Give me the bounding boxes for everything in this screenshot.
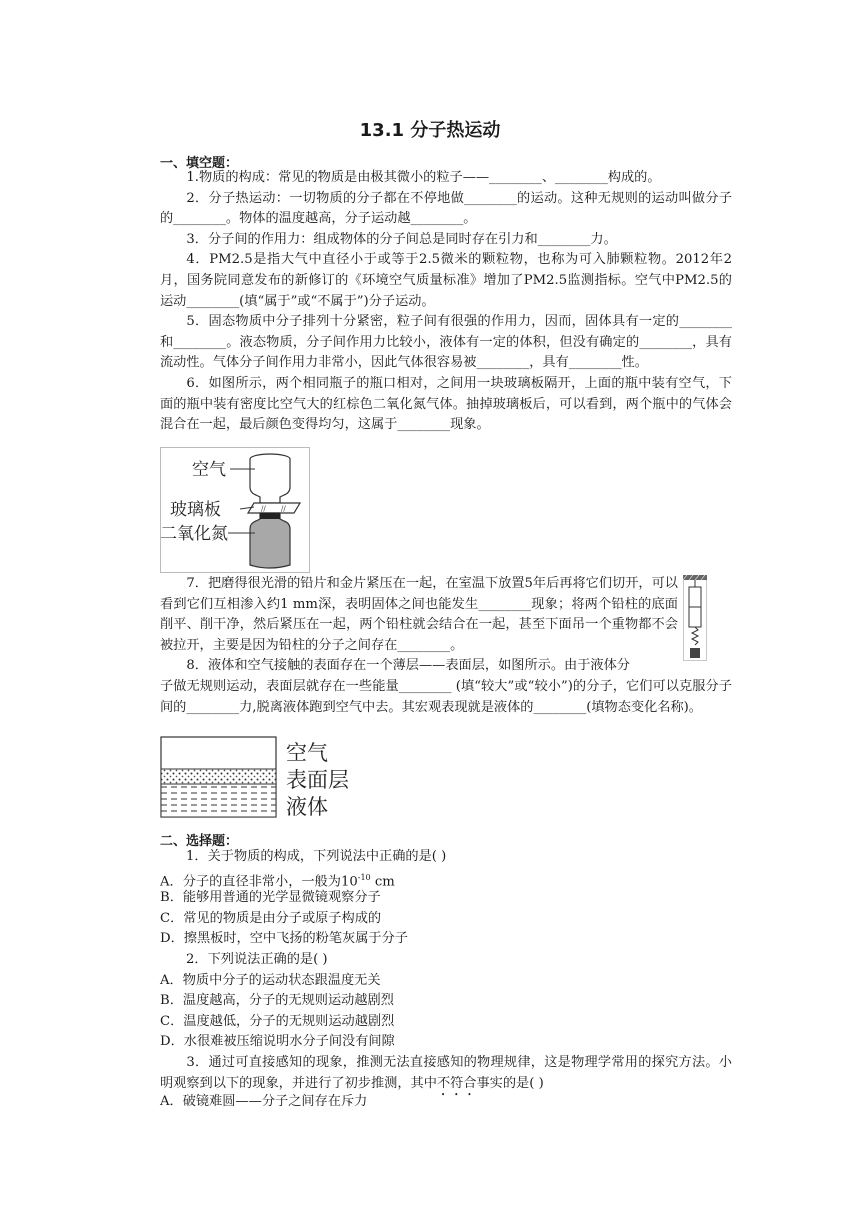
choice-1-option-d: D．擦黑板时，空中飞扬的粉笔灰属于分子 xyxy=(160,931,408,947)
choice-1-option-c: C．常见的物质是由分子或原子构成的 xyxy=(160,910,382,926)
choice-2-option-d: D．水很难被压缩说明水分子间没有间隙 xyxy=(160,1034,395,1050)
question-8-rest: 子做无规则运动，表面层就存在一些能量________ (填“较大”或“较小”)的分子，它们可以克服分子间的________力,脱离液体跑到空气中去。其宏观表现就是液体的________(填物态变化名称)。 xyxy=(160,679,732,715)
choice-3-stem: 3．通过可直接感知的现象，推测无法直接感知的物理规律，这是物理学常用的探究方法。小明观察到以下的现象，并进行了初步推测，其中不符合事实的是( ) xyxy=(160,1055,732,1091)
question-1: 1.物质的构成：常见的物质是由极其微小的粒子——________、________构成的。 xyxy=(186,170,661,185)
question-6: 6．如图所示，两个相同瓶子的瓶口相对，之间用一块玻璃板隔开，上面的瓶中装有空气，下面的瓶中装有密度比空气大的红棕色二氧化氮气体。抽掉玻璃板后，可以看到，两个瓶中的气体会混合在一起，最后颜色变得均匀，这属于________现象。 xyxy=(160,375,732,433)
choice-2-option-a: A．物质中分子的运动状态跟温度无关 xyxy=(160,972,381,988)
question-2: 2．分子热运动：一切物质的分子都在不停地做________的运动。这种无规则的运动叫做分子的________。物体的温度越高，分子运动越________。 xyxy=(160,190,732,227)
choice-questions xyxy=(160,847,446,1053)
fig2-air-label: 空气 xyxy=(286,741,328,765)
lead-cylinders-figure xyxy=(683,575,707,661)
emphasis-not-match: 不符合 xyxy=(436,1075,477,1091)
fig1-glass-label: 玻璃板 xyxy=(170,500,221,520)
choice-1-option-a: A．分子的直径非常小，一般为$10^{-10}$ cm xyxy=(160,872,395,889)
question-4: 4．PM2.5是指大气中直径小于或等于2.5微米的颗粒物，也称为可入肺颗粒物。2012年2月，国务院同意发布的新修订的《环境空气质量标准》增加了PM2.5监测指标。空气中PM2.5的运动________(填“属于”或“不属于”)分子运动。 xyxy=(160,252,732,309)
surface-layer-figure xyxy=(160,736,356,820)
fig1-air-label: 空气 xyxy=(192,460,226,480)
question-7: 7．把磨得很光滑的铅片和金片紧压在一起，在室温下放置5年后再将它们切开，可以看到它们互相渗入约1 mm深，表明固体之间也能发生________现象；将两个铅柱的底面削平、削干净，然后紧压在一起，两个铅柱就会结合在一起，甚至下面吊一个重物都不会被拉开，主要是因为铅柱的分子之间存在________。 xyxy=(160,576,678,653)
fig1-no2-label: 二氧化氮 xyxy=(160,524,228,544)
question-5: 5．固态物质中分子排列十分紧密，粒子间有很强的作用力，因而，固体具有一定的________和________。液态物质，分子间作用力比较小，液体有一定的体积，但没有确定的________，具有流动性。气体分子间作用力非常小，因此气体很容易被________，具有________性。 xyxy=(160,314,732,371)
choice-2-option-b: B．温度越高，分子的无规则运动越剧烈 xyxy=(160,993,394,1009)
question-3: 3．分子间的作用力：组成物体的分子间总是同时存在引力和________力。 xyxy=(186,231,617,247)
choice-3-options xyxy=(160,1092,367,1113)
svg-text://: // xyxy=(261,505,266,513)
choice-3-option-a: A．破镜难圆——分子之间存在斥力 xyxy=(160,1094,368,1109)
question-8-first-line: 8．液体和空气接触的表面存在一个薄层——表面层，如图所示。由于液体分 xyxy=(186,658,630,674)
section-choice-heading: 二、选择题： xyxy=(160,834,239,849)
fill-blank-questions-1-6 xyxy=(160,168,732,436)
choice-2-stem: 2．下列说法正确的是( ) xyxy=(186,951,328,967)
page-title: 13.1 分子热运动 xyxy=(359,120,501,141)
choice-1-option-b: B．能够用普通的光学显微镜观察分子 xyxy=(160,890,381,906)
fig2-liquid-label: 液体 xyxy=(286,795,328,819)
fig2-surface-label: 表面层 xyxy=(286,768,349,792)
section-fill-blank-heading: 一、填空题： xyxy=(160,156,239,171)
question-8-continued xyxy=(160,677,732,718)
question-7-block xyxy=(160,574,678,677)
diffusion-bottles-figure xyxy=(160,447,310,573)
choice-1-stem: 1．关于物质的构成，下列说法中正确的是( ) xyxy=(186,849,447,864)
svg-text://: // xyxy=(281,505,286,513)
choice-2-option-c: C．温度越低，分子的无规则运动越剧烈 xyxy=(160,1013,395,1029)
